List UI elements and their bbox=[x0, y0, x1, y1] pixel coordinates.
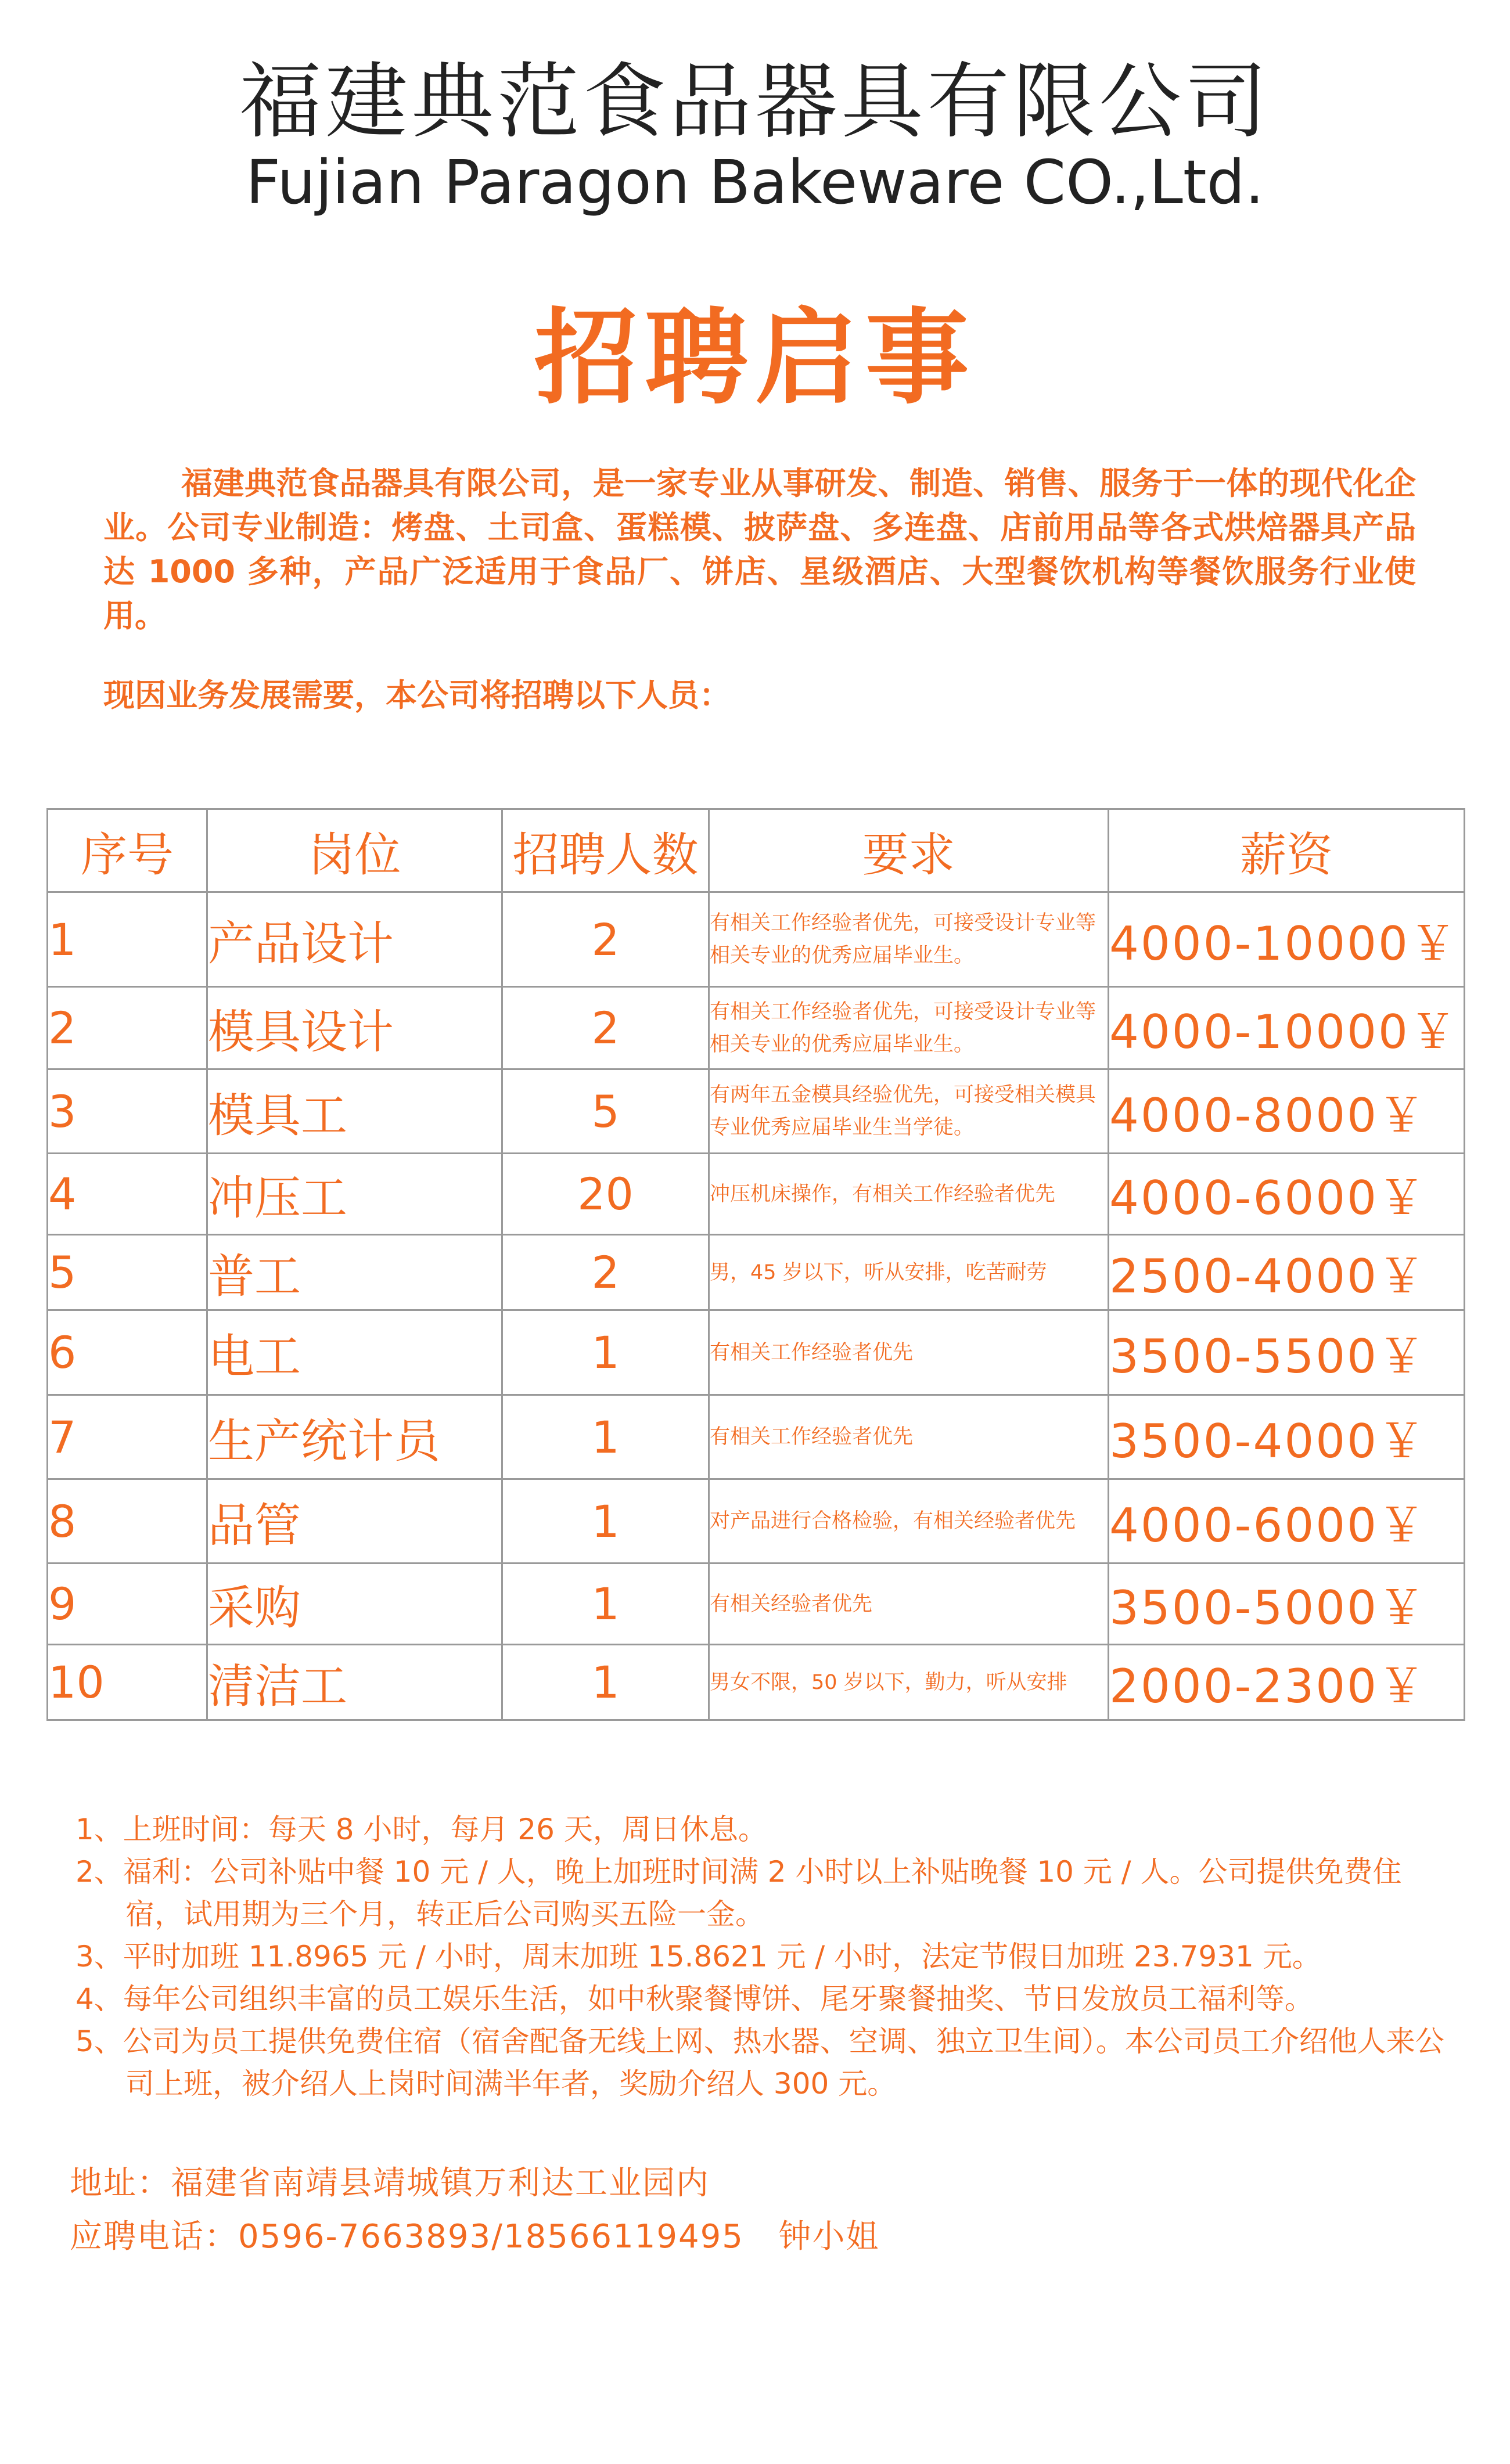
recruitment-headline: 招聘启事 bbox=[534, 298, 976, 418]
row-salary: 3500-4000￥ bbox=[1109, 1395, 1465, 1479]
row-salary: 4000-10000￥ bbox=[1109, 892, 1465, 987]
note-item: 3、平时加班 11.8965 元 / 小时，周末加班 15.8621 元 / 小时，法定节假日加班 23.7931 元。 bbox=[76, 1940, 1321, 1973]
row-requirement: 冲压机床操作，有相关工作经验者优先 bbox=[709, 1154, 1109, 1235]
company-name-en: Fujian Paragon Bakeware CO.,Ltd. bbox=[246, 147, 1264, 218]
row-requirement: 有相关工作经验者优先，可接受设计专业等相关专业的优秀应届毕业生。 bbox=[709, 892, 1109, 987]
header-no: 序号 bbox=[48, 809, 207, 892]
row-position: 模具工 bbox=[207, 1069, 502, 1154]
row-position: 品管 bbox=[207, 1479, 502, 1564]
table-row bbox=[48, 1395, 1465, 1479]
note-item: 5、公司为员工提供免费住宿（宿舍配备无线上网、热水器、空调、独立卫生间）。本公司员工介绍他人来公司上班，被介绍人上岗时间满半年者，奖励介绍人 300 元。 bbox=[76, 2024, 1444, 2101]
row-requirement: 有相关工作经验者优先 bbox=[709, 1395, 1109, 1479]
header-salary: 薪资 bbox=[1109, 809, 1465, 892]
row-count: 2 bbox=[502, 892, 709, 987]
row-salary: 4000-8000￥ bbox=[1109, 1069, 1465, 1154]
jobs-table bbox=[46, 808, 1465, 1721]
row-count: 1 bbox=[502, 1310, 709, 1395]
row-count: 1 bbox=[502, 1479, 709, 1564]
table-row bbox=[48, 892, 1465, 987]
row-salary: 4000-6000￥ bbox=[1109, 1479, 1465, 1564]
row-salary: 4000-10000￥ bbox=[1109, 987, 1465, 1069]
company-intro: 福建典范食品器具有限公司，是一家专业从事研发、制造、销售、服务于一体的现代化企业。公司专业制造：烤盘、土司盒、蛋糕模、披萨盘、多连盘、店前用品等各式烘焙器具产品达 1000 多种，产品广泛适用于食品厂、饼店、星级酒店、大型餐饮机构等餐饮服务行业使用。 bbox=[103, 465, 1416, 634]
phone-line: 应聘电话：0596-7663893/18566119495 钟小姐 bbox=[70, 2218, 880, 2256]
table-header-row bbox=[48, 809, 1465, 892]
row-count: 1 bbox=[502, 1564, 709, 1645]
row-salary: 2000-2300￥ bbox=[1109, 1645, 1465, 1720]
row-no: 9 bbox=[48, 1564, 207, 1645]
header-position: 岗位 bbox=[207, 809, 502, 892]
row-count: 2 bbox=[502, 987, 709, 1069]
row-no: 5 bbox=[48, 1235, 207, 1310]
table-row bbox=[48, 1479, 1465, 1564]
row-position: 电工 bbox=[207, 1310, 502, 1395]
header-requirement: 要求 bbox=[709, 809, 1109, 892]
row-no: 4 bbox=[48, 1154, 207, 1235]
row-count: 20 bbox=[502, 1154, 709, 1235]
row-requirement: 男女不限，50 岁以下，勤力，听从安排 bbox=[709, 1645, 1109, 1720]
row-no: 8 bbox=[48, 1479, 207, 1564]
recruitment-lead: 现因业务发展需要，本公司将招聘以下人员： bbox=[103, 677, 731, 714]
header-count: 招聘人数 bbox=[502, 809, 709, 892]
address-line: 地址：福建省南靖县靖城镇万利达工业园内 bbox=[70, 2164, 710, 2202]
row-position: 生产统计员 bbox=[207, 1395, 502, 1479]
row-requirement: 有相关工作经验者优先，可接受设计专业等相关专业的优秀应届毕业生。 bbox=[709, 987, 1109, 1069]
row-salary: 3500-5500￥ bbox=[1109, 1310, 1465, 1395]
row-position: 冲压工 bbox=[207, 1154, 502, 1235]
row-salary: 2500-4000￥ bbox=[1109, 1235, 1465, 1310]
row-salary: 4000-6000￥ bbox=[1109, 1154, 1465, 1235]
note-item: 2、福利：公司补贴中餐 10 元 / 人，晚上加班时间满 2 小时以上补贴晚餐 10 元 / 人。公司提供免费住宿，试用期为三个月，转正后公司购买五险一金。 bbox=[76, 1855, 1402, 1931]
row-count: 1 bbox=[502, 1645, 709, 1720]
table-row bbox=[48, 1154, 1465, 1235]
row-count: 2 bbox=[502, 1235, 709, 1310]
contact-info bbox=[70, 2157, 879, 2264]
row-no: 1 bbox=[48, 892, 207, 987]
table-row bbox=[48, 1235, 1465, 1310]
row-requirement: 有相关工作经验者优先 bbox=[709, 1310, 1109, 1395]
row-no: 6 bbox=[48, 1310, 207, 1395]
row-position: 普工 bbox=[207, 1235, 502, 1310]
row-requirement: 对产品进行合格检验，有相关经验者优先 bbox=[709, 1479, 1109, 1564]
row-requirement: 有两年五金模具经验优先，可接受相关模具专业优秀应届毕业生当学徒。 bbox=[709, 1069, 1109, 1154]
row-no: 2 bbox=[48, 987, 207, 1069]
table-row bbox=[48, 1310, 1465, 1395]
row-position: 采购 bbox=[207, 1564, 502, 1645]
row-count: 1 bbox=[502, 1395, 709, 1479]
row-requirement: 男，45 岁以下，听从安排，吃苦耐劳 bbox=[709, 1235, 1109, 1310]
row-position: 清洁工 bbox=[207, 1645, 502, 1720]
table-row bbox=[48, 1564, 1465, 1645]
note-item: 1、上班时间：每天 8 小时，每月 26 天，周日休息。 bbox=[76, 1813, 767, 1846]
note-item: 4、每年公司组织丰富的员工娱乐生活，如中秋聚餐博饼、尾牙聚餐抽奖、节日发放员工福利等。 bbox=[76, 1982, 1314, 2016]
row-no: 3 bbox=[48, 1069, 207, 1154]
company-name-cn: 福建典范食品器具有限公司 bbox=[239, 54, 1271, 150]
row-position: 产品设计 bbox=[207, 892, 502, 987]
row-count: 5 bbox=[502, 1069, 709, 1154]
benefit-notes bbox=[76, 1809, 1458, 2105]
row-no: 10 bbox=[48, 1645, 207, 1720]
row-requirement: 有相关经验者优先 bbox=[709, 1564, 1109, 1645]
table-row bbox=[48, 1645, 1465, 1720]
row-salary: 3500-5000￥ bbox=[1109, 1564, 1465, 1645]
table-row bbox=[48, 987, 1465, 1069]
row-position: 模具设计 bbox=[207, 987, 502, 1069]
row-no: 7 bbox=[48, 1395, 207, 1479]
table-row bbox=[48, 1069, 1465, 1154]
